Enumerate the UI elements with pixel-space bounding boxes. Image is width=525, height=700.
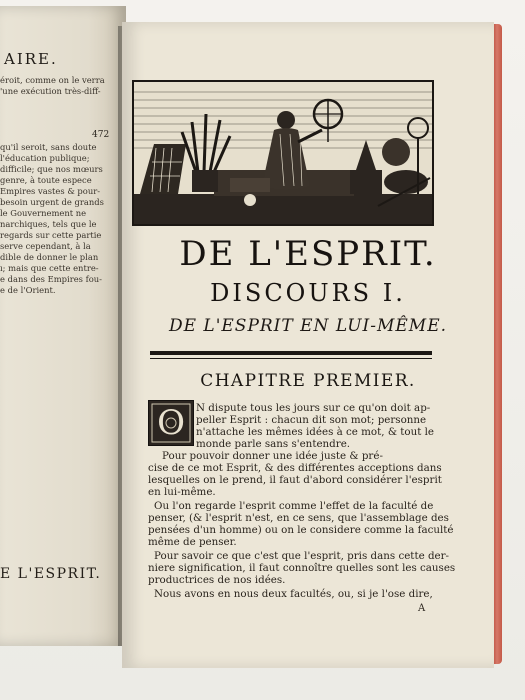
left-text-line: éroit, comme on le verra [0, 75, 105, 85]
catchword: A [418, 603, 426, 614]
drop-cap-letter: O [157, 403, 185, 443]
body-text-line: Pour pouvoir donner une idée juste & pré- [162, 450, 383, 462]
left-text-line: serve cependant, à la [0, 241, 91, 251]
woodcut-engraving [134, 82, 432, 224]
left-text-line: dible de donner le plan [0, 252, 99, 262]
left-text-line: regards sur cette partie [0, 230, 102, 240]
body-text-line: Ou l'on regarde l'esprit comme l'effet de la faculté de [154, 500, 434, 512]
discourse-heading: DISCOURS I. [210, 279, 406, 307]
left-text-line: e de l'Orient. [0, 285, 56, 295]
chapter-heading: CHAPITRE PREMIER. [200, 371, 416, 391]
woodcut-headpiece-illustration [132, 80, 434, 226]
left-text-line: qu'il seroit, sans doute [0, 142, 97, 152]
left-text-line: 'une exécution très-diff- [0, 86, 101, 96]
body-text-line: monde parle sans s'entendre. [196, 438, 351, 450]
body-text-line: n'attache les mêmes idées à ce mot, & tout le [196, 426, 435, 438]
body-text-line: cise de ce mot Esprit, & des différentes acceptions dans [148, 462, 442, 474]
body-text-line: Pour savoir ce que c'est que l'esprit, pris dans cette der- [154, 550, 450, 562]
decorated-drop-cap [148, 400, 194, 446]
body-text-line: en lui-même. [148, 486, 216, 498]
left-text-line: besoin urgent de grands [0, 197, 104, 207]
left-text-line: difficile; que nos mœurs [0, 164, 103, 174]
thick-rule [150, 351, 432, 355]
body-text-line: niere signification, il faut connoître quelles sont les causes [148, 562, 456, 574]
left-page-number: 472 [92, 130, 110, 140]
right-page [122, 22, 494, 668]
left-page [0, 6, 126, 646]
thin-rule [150, 358, 432, 359]
discourse-subtitle: DE L'ESPRIT EN LUI-MÊME. [168, 316, 448, 336]
open-book [0, 6, 510, 690]
left-page-header: AIRE. [4, 50, 58, 68]
body-text-line: Nous avons en nous deux facultés, ou, si je l'ose dire, [154, 588, 433, 600]
body-text-line: lesquelles on le prend, il faut d'abord considérer l'esprit [148, 474, 442, 486]
left-text-line: genre, à toute espece [0, 175, 92, 185]
left-text-line: l'éducation publique; [0, 153, 90, 163]
book-title: DE L'ESPRIT. [179, 234, 437, 274]
left-text-line: narchiques, tels que le [0, 219, 97, 229]
body-text-line: penser, (& l'esprit n'est, en ce sens, que l'assemblage des [148, 512, 449, 524]
body-text-line: productrices de nos idées. [148, 574, 286, 586]
left-text-line: ı; mais que cette entre- [0, 263, 99, 273]
body-text-line: pensées d'un homme) ou on le considere comme la faculté [148, 524, 454, 536]
left-text-line: e dans des Empires fou- [0, 274, 102, 284]
body-text-line: N dispute tous les jours sur ce qu'on doit ap- [196, 402, 431, 414]
body-text-line: même de penser. [148, 536, 237, 548]
left-text-line: Empires vastes & pour- [0, 186, 101, 196]
left-running-head: E L'ESPRIT. [0, 566, 102, 582]
body-text-line: peller Esprit : chacun dit son mot; personne [196, 414, 427, 426]
left-text-line: le Gouvernement ne [0, 208, 87, 218]
